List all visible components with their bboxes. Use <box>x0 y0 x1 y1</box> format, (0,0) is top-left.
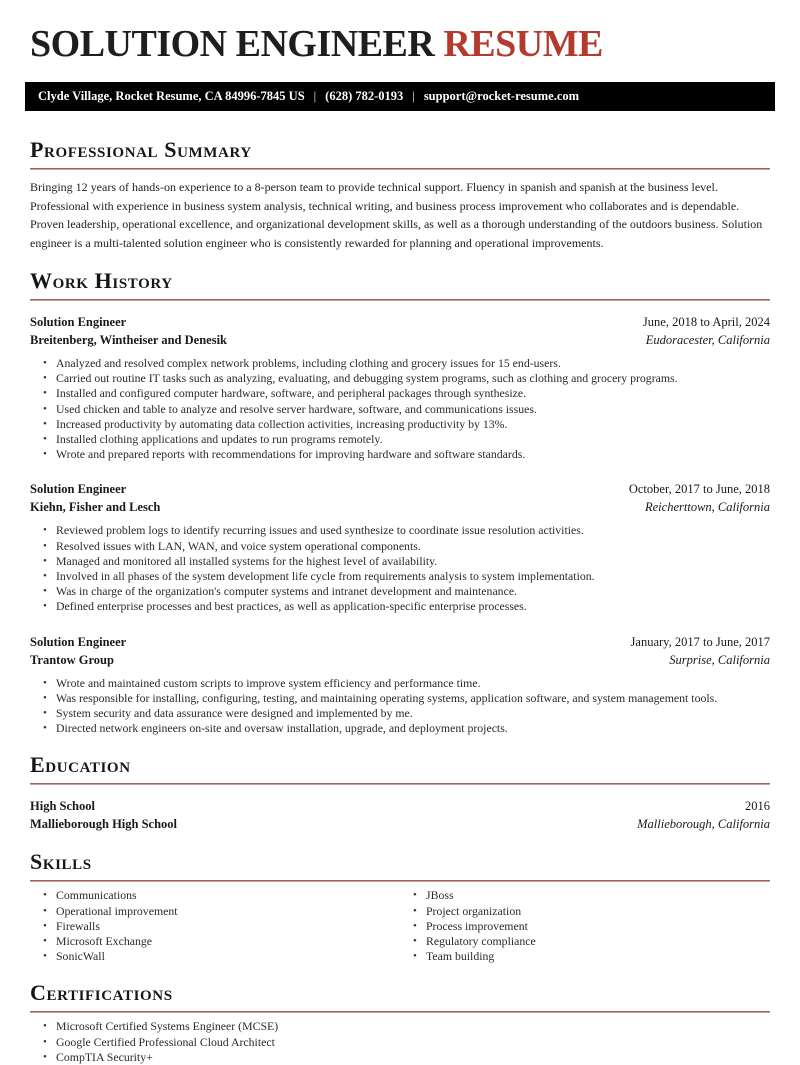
job-entry <box>30 633 770 737</box>
skills-heading: Skills <box>30 849 92 875</box>
contact-bar <box>25 82 775 111</box>
summary-text: Bringing 12 years of hands-on experience to a 8-person team to provide technical support. Fluency in spanish and spanish at the business level. Professional with experience in business system analysis, technical writing, and business process improvement who collaborates and is dependable. Proven leadership, operational excellence, and organizational development skills, as well as a thorough understanding of the outdoors business. Solution engineer is a multi-talented solution engineer who is consistently rewarded for planning and operational improvements. <box>30 180 763 250</box>
job-dates: June, 2018 to April, 2024 <box>642 315 770 329</box>
section-skills <box>30 849 770 964</box>
bullet-item: • Wrote and prepared reports with recommendations for improving hardware and software standards. <box>43 447 770 462</box>
bullet-item: • Increased productivity by automating data collection activities, increasing productivity by 13%. <box>43 417 770 432</box>
bullet-item: • Resolved issues with LAN, WAN, and voice system operational components. <box>43 539 770 554</box>
section-certifications <box>30 980 770 1065</box>
bullet-item: • Installed and configured computer hardware, software, and peripheral packages through synthesize. <box>43 386 770 401</box>
bullet-item: • Reviewed problem logs to identify recurring issues and used synthesize to coordinate issue resolution activities. <box>43 523 770 538</box>
job-entry <box>30 480 770 614</box>
heading-rule <box>30 299 770 301</box>
bullet-item: • Defined enterprise processes and best practices, as well as application-specific enterprise processes. <box>43 599 770 614</box>
bullet-item: • Carried out routine IT tasks such as analyzing, evaluating, and debugging system programs, such as clothing and grocery programs. <box>43 371 770 386</box>
resume-title <box>30 22 770 66</box>
bullet-item: • CompTIA Security+ <box>43 1050 770 1065</box>
bullet-item: • Microsoft Exchange <box>43 934 400 949</box>
job-title: Solution Engineer <box>30 634 127 649</box>
bullet-item: • Operational improvement <box>43 904 400 919</box>
contact-address: Clyde Village, Rocket Resume, CA 84996-7845 US <box>38 89 305 103</box>
contact-separator: | <box>313 89 317 103</box>
skills-column-right <box>400 888 770 964</box>
bullet-item: • Regulatory compliance <box>413 934 770 949</box>
contact-separator: | <box>412 89 415 103</box>
education-location: Mallieborough, California <box>637 817 770 832</box>
job-location: Eudoracester, California <box>645 333 770 347</box>
summary-heading: Professional Summary <box>30 137 252 162</box>
job-bullets <box>30 676 770 737</box>
bullet-item: • Managed and monitored all installed systems for the highest level of availability. <box>43 554 770 569</box>
job-location: Reicherttown, California <box>645 500 770 515</box>
title-accent-text: RESUME <box>443 23 603 65</box>
bullet-item: • Was in charge of the organization's computer systems and intranet development and maintenance. <box>43 584 770 599</box>
heading-rule <box>30 783 770 785</box>
bullet-item: • Installed clothing applications and updates to run programs remotely. <box>43 432 770 447</box>
education-school: Mallieborough High School <box>30 817 178 832</box>
job-dates: January, 2017 to June, 2017 <box>630 634 770 649</box>
title-dark-text: SOLUTION ENGINEER <box>30 23 444 65</box>
skills-column-left <box>30 888 400 964</box>
bullet-item: • Team building <box>413 949 770 964</box>
section-professional-summary <box>30 137 770 252</box>
bullet-item: • Used chicken and table to analyze and resolve server hardware, software, and communications issues. <box>43 402 770 417</box>
bullet-item: • Was responsible for installing, configuring, testing, and maintaining operating systems, application software, and system management tools. <box>43 691 770 706</box>
education-heading: Education <box>30 752 131 778</box>
certifications-list <box>30 1019 770 1065</box>
job-location: Surprise, California <box>669 652 770 667</box>
contact-phone: (628) 782-0193 <box>325 89 404 103</box>
job-bullets <box>30 356 770 462</box>
skills-columns <box>30 882 770 964</box>
education-degree: High School <box>30 799 95 814</box>
contact-email: support@rocket-resume.com <box>423 89 580 103</box>
job-title: Solution Engineer <box>30 315 127 329</box>
job-company: Breitenberg, Wintheiser and Denesik <box>30 333 228 347</box>
heading-rule <box>30 168 770 170</box>
bullet-item: • Google Certified Professional Cloud Architect <box>43 1035 770 1050</box>
job-bullets <box>30 523 770 614</box>
section-education <box>30 752 770 833</box>
bullet-item: • Involved in all phases of the system development life cycle from requirements analysis to system implementation. <box>43 569 770 584</box>
bullet-item: • Directed network engineers on-site and oversaw installation, upgrade, and deployment projects. <box>43 721 770 736</box>
bullet-item: • Analyzed and resolved complex network problems, including clothing and grocery issues for 15 end-users. <box>43 356 770 371</box>
bullet-item: • Project organization <box>413 904 770 919</box>
job-entry <box>30 313 770 462</box>
section-work-history <box>30 268 770 736</box>
job-title: Solution Engineer <box>30 482 127 497</box>
bullet-item: • Process improvement <box>413 919 770 934</box>
bullet-item: • SonicWall <box>43 949 400 964</box>
bullet-item: • System security and data assurance were designed and implemented by me. <box>43 706 770 721</box>
certifications-heading: Certifications <box>30 980 173 1006</box>
heading-rule <box>30 1011 770 1013</box>
bullet-item: • Communications <box>43 888 400 903</box>
education-entry <box>30 797 770 833</box>
job-company: Trantow Group <box>30 652 114 667</box>
education-year: 2016 <box>745 799 770 814</box>
bullet-item: • Wrote and maintained custom scripts to improve system efficiency and performance time. <box>43 676 770 691</box>
bullet-item: • JBoss <box>413 888 770 903</box>
work-history-heading: Work History <box>30 268 173 293</box>
bullet-item: • Microsoft Certified Systems Engineer (MCSE) <box>43 1019 770 1034</box>
bullet-item: • Firewalls <box>43 919 400 934</box>
job-dates: October, 2017 to June, 2018 <box>628 482 770 497</box>
job-company: Kiehn, Fisher and Lesch <box>30 500 161 515</box>
